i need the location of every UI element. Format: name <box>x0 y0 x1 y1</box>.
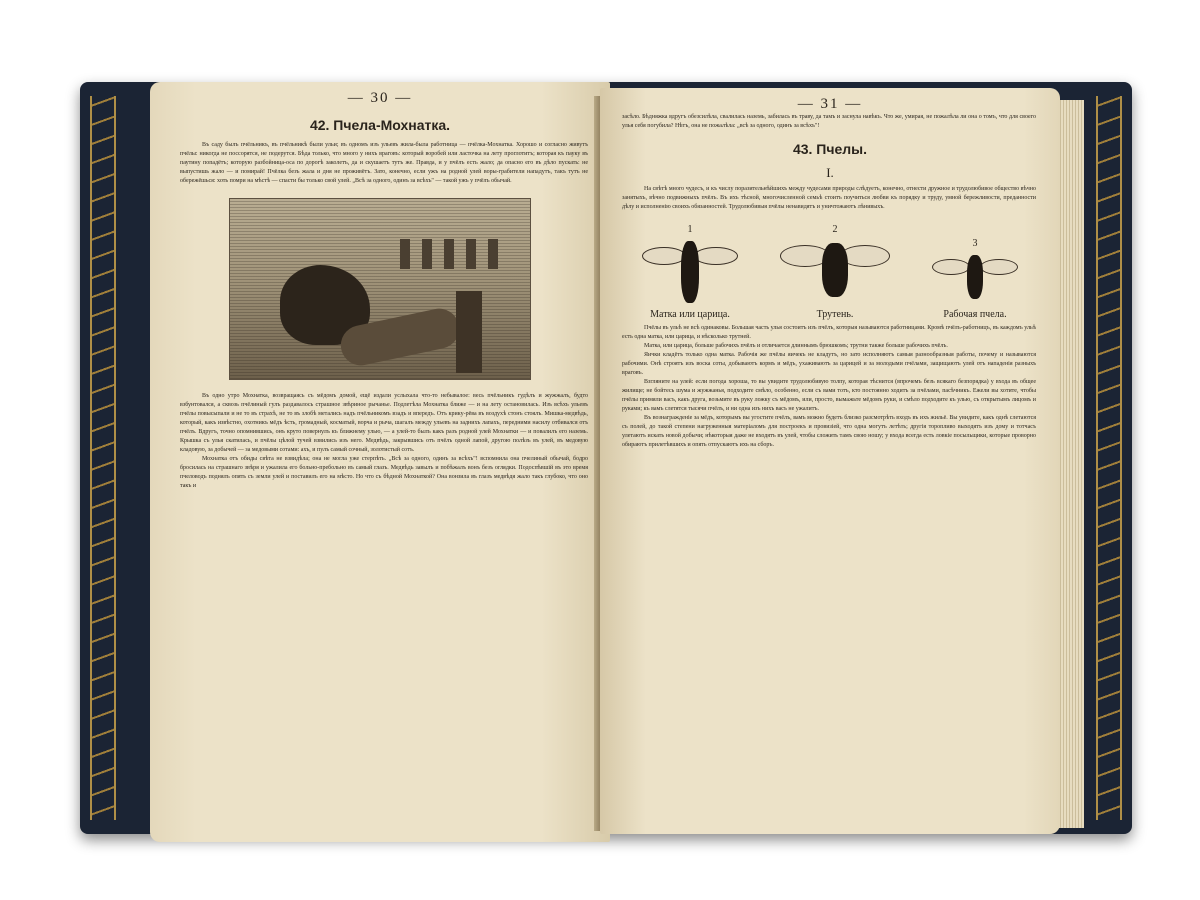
page-edges <box>1058 100 1084 828</box>
right-text-block-2 <box>600 324 1060 450</box>
gold-ornament-border-left <box>90 96 116 820</box>
bee-caption: Матка или царица. <box>650 309 730 320</box>
right-text-continuation <box>600 113 1060 131</box>
drone-bee-icon <box>780 237 890 307</box>
bees-illustration <box>600 224 1060 320</box>
paragraph: Матка, или царица, больше рабочихъ пчёлъ и отличается длиннымъ брюшкомъ; трутни также больше рабочихъ пчёлъ. <box>644 343 948 349</box>
bee-number: 1 <box>687 224 693 235</box>
bee-drone <box>780 224 890 320</box>
paragraph: Въ вознагражденіе за мёдъ, которымъ вы угостите пчёлъ, вамъ можно будетъ близко разсмотрѣть входъ въ ихъ жильё. Вы увидите, какъ однѣ слетаются съ полей, до такой степени нагруженныя матеріаломъ для построекъ и провизіей, что одна могутъ летѣть; другія торопливо выходятъ изъ дому и тотчасъ улетаютъ искать новой добычи; нѣкоторыя даже не входятъ въ улей, чтобы сложить тамъ свою ношу; у входа всегда есть ловкіе посыльщики, которые проворно обираютъ прилетѣвшихъ и опять отпускаютъ ихъ на сборъ. <box>622 415 1036 448</box>
section-title: 43. Пчелы. <box>792 141 868 157</box>
paragraph: Въ саду былъ пчёльникъ, въ пчёльникѣ были ульи; въ одномъ изъ ульевъ жила-была работница — пчёлка-Мохнатка. Хорошо и согласно живутъ пчёлы: никогда не поссорятся, не подерутся. Бѣда только, что много у нихъ враговъ: который воробей или ласточка на лету проглотитъ; которая къ пауку въ паутину попадётъ; которую разбойница-оса по дорогѣ заколетъ, да и скушаетъ тутъ же. Правда, и у пчёлъ есть жало; да опасно его въ дѣло пускать: не выпустишь жало — и помирай! Пчёлка безъ жала и дня не проживётъ. Зато, конечно, если ужъ на родной улей воры-грабители нападутъ, такъ тутъ не обережёшься: хоть помри на мѣстѣ — спасти бы только свой улей. „Всѣ за одного, одинъ за всѣхъ" — такой ужъ у пчёлъ обычай. <box>180 142 588 184</box>
gold-ornament-border-right <box>1096 96 1122 820</box>
page-number: — 30 — <box>347 90 413 106</box>
bee-caption: Трутень. <box>816 309 854 320</box>
left-text-block-2 <box>150 392 610 491</box>
paragraph: На свѣтѣ много чудесъ, и къ числу поразительнѣйшихъ между чудесами природы слѣдуетъ, конечно, отнести дружное и трудолюбивое общество вѣчно занятыхъ, вѣчно подвижныхъ пчёлъ. Въ ихъ тѣсной, многочисленной семьѣ стоитъ поучиться любви къ порядку и труду, умной бережливости, преданности дѣлу и исполненію своихъ обязанностей. Трудолюбивыя пчёлы ненавидятъ и уничтожаютъ лѣнивыхъ. <box>622 186 1036 210</box>
distant-hives <box>400 239 510 269</box>
subsection-number: I. <box>826 165 834 180</box>
left-page <box>150 82 610 842</box>
section-title: 42. Пчела-Мохнатка. <box>309 117 451 133</box>
paragraph: Пчёлы въ ульѣ не всѣ одинаковы. Большая часть улья состоитъ изъ пчёлъ, которыя называются работницами. Кромѣ пчёлъ-работницъ, въ каждомъ ульѣ есть одна матка, или царица, и нѣсколько трутней. <box>622 325 1036 340</box>
paragraph: Взгляните на улей: если погода хороша, то вы увидите трудолюбивую толпу, которая тѣснится (впрочемъ безъ всякаго безпорядка) у входа въ общее жилище; не бойтесь шума и жужжанья, подходите смѣло, особенно, если съ вами тотъ, кто постоянно ходитъ за пчёлами, пасѣчникъ. Ежели вы хотите, чтобы пчёлы примяли васъ, какъ друга, возьмите въ руку ложку съ мёдомъ, или, просто, вымажьте мёдомъ руки, и смѣло подходите къ улью, съ открытымъ лицомъ и руками; къ вамъ слетятся тысячи пчёлъ, и ни одна изъ нихъ васъ не ужалитъ. <box>622 379 1036 412</box>
page-number: — 31 — <box>797 96 863 112</box>
hive-post <box>456 291 482 373</box>
right-page <box>600 88 1060 834</box>
bee-worker <box>930 238 1020 320</box>
worker-bee-icon <box>930 251 1020 307</box>
bee-number: 3 <box>972 238 978 249</box>
paragraph: Въ одно утро Мохнатка, возвращаясь съ мёдомъ домой, ещё издали услыхала что-то небывалое: весь пчёльникъ гудѣлъ и жужжалъ, будто взбунтовался, а сквозь пчёлиный гулъ раздавалось страшное звѣриное рычанье. Подлетѣла Мохнатка ближе — и на лету остановилась. Изъ всѣхъ ульевъ пчёлы повысыпали и не то въ страхѣ, не то въ злобѣ метались надъ пчёльникомъ взадъ и впередъ. Отъ крику-рёва въ воздухѣ стонъ стоялъ. Мишка-медвѣдь, который, какъ извѣстно, охотникъ мёдъ ѣсть, громадный, косматый, ворча и рыча, шагалъ между ульевъ на заднихъ лапахъ, передними насилу отбивался отъ пчёлъ. Вдругъ, точно опомнившись, онъ круто повернулъ къ ближнему улью, — а улей-то былъ какъ разъ родной улей Мохнатки — и повалилъ его наземь. Крышка съ улья скатилась, и пчёлы цѣлой тучей взвились изъ него. Медвѣдь, закрывшись отъ пчёлъ одной лапой, другою полѣзъ въ улей, въ медовую кладовую, за добычей — за медовыми сотами: ахъ, и пулъ самый сочный, золотистый сотъ. <box>180 393 588 453</box>
bee-number: 2 <box>832 224 838 235</box>
paragraph: Мохнатка отъ обиды свѣта не взвидѣла; она не могла уже стерпѣть. „Всѣ за одного, одинъ за всѣхъ"! вспомнила она пчелиный обычай, бодро бросилась на страшнаго звѣря и ужалила его больно-пребольно въ самый глазъ. Медвѣдь завылъ и побѣжалъ вонъ безъ оглядки. Подоспѣвшій въ это время пчеловодъ поднялъ опять съ земли улей и поставилъ его на мѣсто. Но что съ бѣдной Мохнаткой? Она вонзила въ глазъ медвѣдя жало такъ глубоко, что оно такъ и <box>180 456 588 489</box>
bee-caption: Рабочая пчела. <box>943 309 1007 320</box>
left-text-block <box>150 141 610 186</box>
bear-engraving-illustration <box>229 198 531 380</box>
paragraph: Яички кладётъ только одна матка. Рабочія же пчёлы яичекъ не кладутъ, но зато исполняютъ самыя разнообразныя работы, почему и называются рабочими. Онѣ строятъ изъ воска соты, добываютъ кормъ и мёдъ, ухаживаютъ за царицей и за молодыми пчёлами, защищаютъ улей отъ нападенія разныхъ враговъ. <box>622 352 1036 376</box>
queen-bee-icon <box>640 237 740 307</box>
right-text-block <box>600 185 1060 212</box>
paragraph: засѣло. Бѣдняжка вдругъ обезсилѣла, свалилась наземь, забилась въ траву, да тамъ и заснула навѣкъ. Что же, умирая, не пожалѣла ли она о томъ, что для своего улья себя погубила? Нѣтъ, она не пожалѣла: „всѣ за одного, одинъ за всѣхъ"! <box>622 114 1036 129</box>
bee-queen <box>640 224 740 320</box>
